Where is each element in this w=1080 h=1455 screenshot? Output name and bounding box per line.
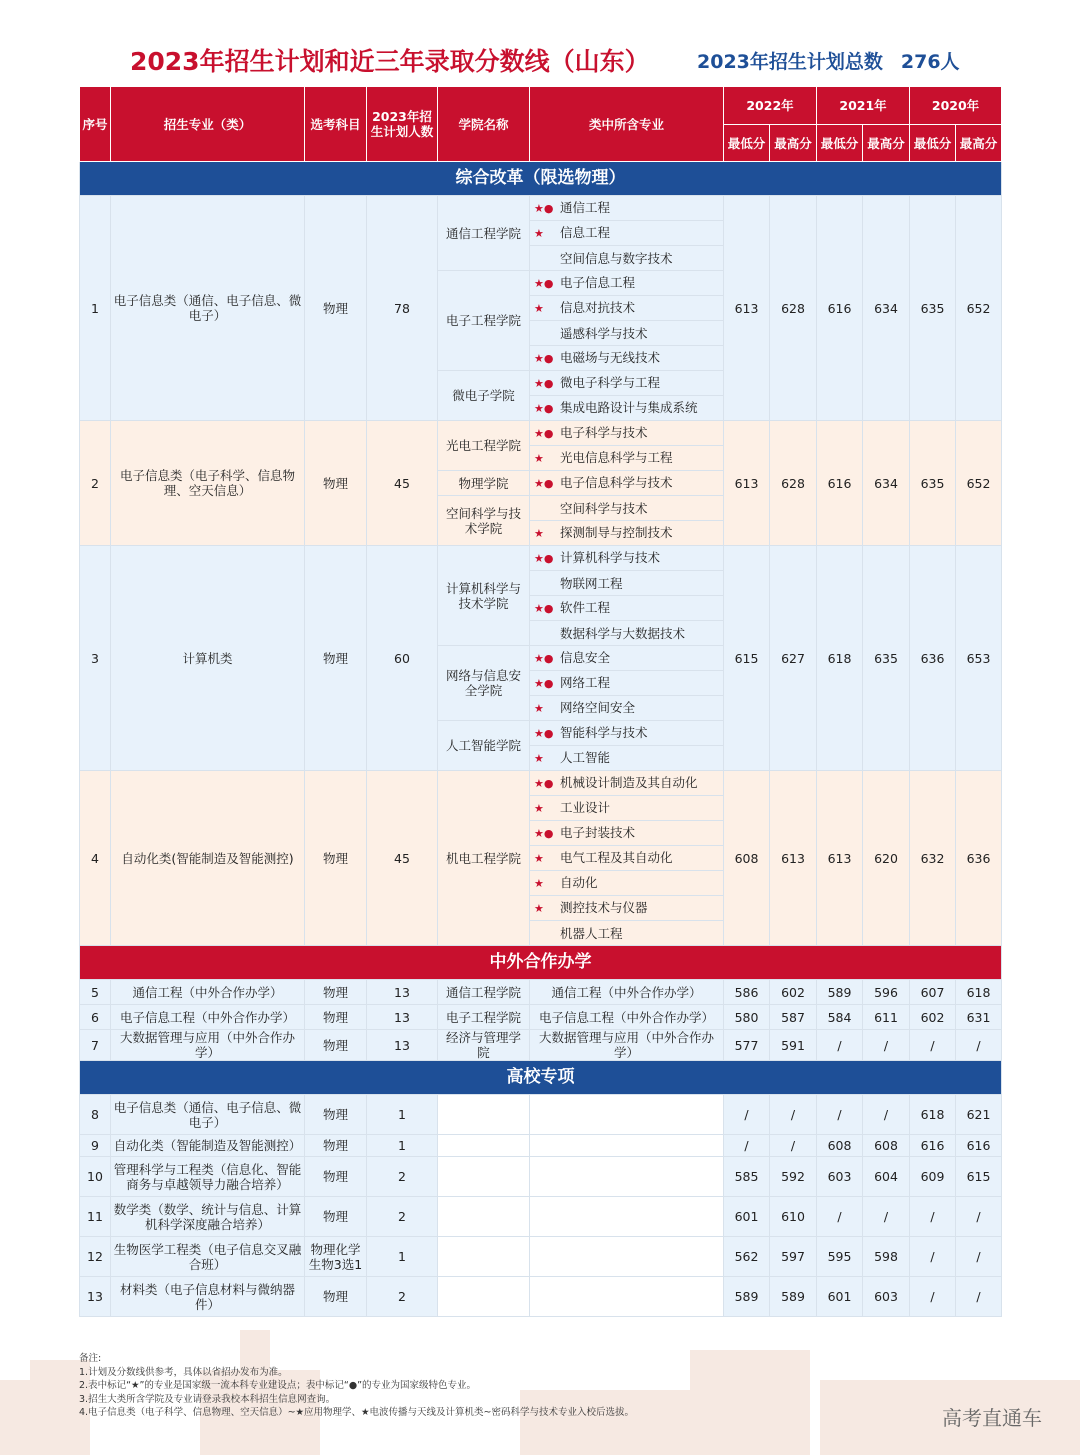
mark-symbols: ★	[534, 302, 544, 315]
cell-major: 数学类（数学、统计与信息、计算机科学深度融合培养）	[111, 1197, 305, 1237]
header-plan: 2023年招生计划人数	[367, 87, 438, 162]
cell-sub-major	[530, 596, 724, 621]
sub-major-name: 通信工程	[560, 200, 611, 215]
cell-seq: 12	[80, 1237, 111, 1277]
cell-sub-major	[530, 346, 724, 371]
cell-sub-major	[530, 521, 724, 546]
header-subject: 选考科目	[305, 87, 367, 162]
table-row	[80, 1005, 1002, 1030]
brand-watermark: 高考直通车	[942, 1406, 1042, 1430]
mark-symbols: ★	[534, 877, 544, 890]
cell-seq: 10	[80, 1157, 111, 1197]
cell-college: 通信工程学院	[438, 980, 530, 1005]
cell-score: 608	[817, 1135, 863, 1157]
mark-symbols: ★	[534, 752, 544, 765]
cell-college	[438, 1095, 530, 1135]
cell-score: 597	[770, 1237, 817, 1277]
cell-major: 计算机类	[111, 546, 305, 771]
cell-plan: 78	[367, 196, 438, 421]
cell-score: 584	[817, 1005, 863, 1030]
cell-sub-major	[530, 821, 724, 846]
cell-score: 652	[956, 421, 1002, 546]
sub-major-name: 电子信息工程	[560, 275, 636, 290]
cell-score: 609	[910, 1157, 956, 1197]
cell-score: /	[817, 1197, 863, 1237]
cell-score: /	[910, 1197, 956, 1237]
sub-major-name: 空间信息与数字技术	[560, 250, 673, 266]
mark-symbols: ★	[534, 802, 544, 815]
note-line: 4.电子信息类（电子科学、信息物理、空天信息）~★应用物理学、★电波传播与天线及计算机类~密码科学与技术专业入校后选拔。	[79, 1407, 635, 1418]
cell-seq: 11	[80, 1197, 111, 1237]
section-title: 中外合作办学	[80, 946, 1002, 980]
cell-major: 电子信息类（电子科学、信息物理、空天信息）	[111, 421, 305, 546]
cell-score: 652	[956, 196, 1002, 421]
cell-score: 618	[817, 546, 863, 771]
cell-sub-major	[530, 571, 724, 596]
cell-score: /	[956, 1197, 1002, 1237]
cell-seq: 2	[80, 421, 111, 546]
cell-college	[438, 1277, 530, 1317]
cell-subject: 物理	[305, 421, 367, 546]
note-line: 1.计划及分数线供参考，具体以省招办发布为准。	[79, 1366, 288, 1378]
cell-score: /	[863, 1030, 910, 1061]
cell-score: 604	[863, 1157, 910, 1197]
mark-symbols: ★●	[534, 827, 554, 840]
mark-symbols: ★	[534, 852, 544, 865]
note-line: 2.表中标记“★”的专业是国家级一流本科专业建设点；表中标记“●”的专业为国家级特色专业。	[79, 1380, 477, 1391]
cell-sub-major	[530, 746, 724, 771]
cell-sub-major	[530, 1237, 724, 1277]
table-row	[80, 1095, 1002, 1135]
header-min: 最低分	[817, 125, 863, 162]
cell-sub-major	[530, 1135, 724, 1157]
cell-major: 电子信息类（通信、电子信息、微电子）	[111, 1095, 305, 1135]
cell-plan: 45	[367, 771, 438, 946]
cell-sub-major	[530, 396, 724, 421]
section-row	[80, 946, 1002, 980]
cell-sub-major	[530, 246, 724, 271]
cell-score: 634	[863, 196, 910, 421]
table-row	[80, 1237, 1002, 1277]
cell-seq: 7	[80, 1030, 111, 1061]
note-line: 备注:	[79, 1353, 102, 1364]
cell-sub-major	[530, 321, 724, 346]
mark-symbols: ★●	[534, 377, 554, 390]
cell-plan: 13	[367, 1005, 438, 1030]
cell-score: 586	[724, 980, 770, 1005]
cell-college: 经济与管理学院	[438, 1030, 530, 1061]
cell-college: 微电子学院	[438, 371, 530, 421]
cell-subject: 物理	[305, 196, 367, 421]
mark-symbols: ★●	[534, 352, 554, 365]
cell-score: /	[910, 1277, 956, 1317]
mark-symbols: ★●	[534, 427, 554, 440]
cell-seq: 8	[80, 1095, 111, 1135]
header-max: 最高分	[770, 125, 817, 162]
cell-score: 610	[770, 1197, 817, 1237]
cell-major: 自动化类（智能制造及智能测控）	[111, 1135, 305, 1157]
header-seq: 序号	[80, 87, 111, 162]
cell-sub-major	[530, 646, 724, 671]
cell-college	[438, 1157, 530, 1197]
table-row	[80, 196, 1002, 221]
section-row	[80, 162, 1002, 196]
cell-college: 物理学院	[438, 471, 530, 496]
cell-score: 592	[770, 1157, 817, 1197]
cell-score: /	[956, 1237, 1002, 1277]
cell-subject: 物理	[305, 1277, 367, 1317]
cell-score: /	[724, 1095, 770, 1135]
cell-major: 电子信息类（通信、电子信息、微电子）	[111, 196, 305, 421]
cell-score: 616	[956, 1135, 1002, 1157]
cell-seq: 5	[80, 980, 111, 1005]
cell-score: 608	[863, 1135, 910, 1157]
cell-major: 生物医学工程类（电子信息交叉融合班）	[111, 1237, 305, 1277]
cell-score: 632	[910, 771, 956, 946]
cell-major: 大数据管理与应用（中外合作办学）	[111, 1030, 305, 1061]
cell-seq: 9	[80, 1135, 111, 1157]
cell-plan: 1	[367, 1095, 438, 1135]
cell-sub-major	[530, 871, 724, 896]
sub-major-name: 信息工程	[560, 225, 611, 240]
sub-major-name: 机械设计制造及其自动化	[560, 775, 698, 790]
cell-score: 577	[724, 1030, 770, 1061]
cell-sub-major	[530, 1095, 724, 1135]
cell-score: 635	[863, 546, 910, 771]
cell-plan: 2	[367, 1157, 438, 1197]
cell-score: 611	[863, 1005, 910, 1030]
mark-symbols: ★●	[534, 202, 554, 215]
cell-score: 635	[910, 421, 956, 546]
cell-score: 603	[863, 1277, 910, 1317]
cell-score: 603	[817, 1157, 863, 1197]
cell-sub-major	[530, 371, 724, 396]
cell-subject: 物理	[305, 771, 367, 946]
sub-major-name: 电子科学与技术	[560, 425, 648, 440]
mark-symbols: ★●	[534, 727, 554, 740]
note-line: 3.招生大类所含学院及专业请登录我校本科招生信息网查询。	[79, 1393, 336, 1405]
cell-college: 电子工程学院	[438, 1005, 530, 1030]
cell-score: /	[863, 1095, 910, 1135]
cell-score: 634	[863, 421, 910, 546]
cell-score: 601	[724, 1197, 770, 1237]
sub-major-name: 空间科学与技术	[560, 500, 648, 516]
admission-table	[79, 86, 1002, 1317]
table-row	[80, 1197, 1002, 1237]
cell-subject: 物理	[305, 1135, 367, 1157]
cell-sub-major	[530, 196, 724, 221]
cell-sub-major	[530, 1277, 724, 1317]
cell-sub-major	[530, 846, 724, 871]
cell-score: 631	[956, 1005, 1002, 1030]
cell-college: 通信工程学院	[438, 196, 530, 271]
cell-seq: 4	[80, 771, 111, 946]
cell-subject: 物理	[305, 1030, 367, 1061]
mark-symbols: ★●	[534, 277, 554, 290]
cell-plan: 60	[367, 546, 438, 771]
cell-score: 613	[817, 771, 863, 946]
cell-major: 管理科学与工程类（信息化、智能商务与卓越领导力融合培养）	[111, 1157, 305, 1197]
cell-sub-major	[530, 721, 724, 746]
cell-sub-major: 通信工程（中外合作办学）	[530, 980, 724, 1005]
mark-symbols: ★●	[534, 552, 554, 565]
cell-score: 615	[724, 546, 770, 771]
cell-score: 595	[817, 1237, 863, 1277]
section-title: 综合改革（限选物理）	[80, 162, 1002, 196]
cell-sub-major	[530, 696, 724, 721]
cell-subject: 物理化学生物3选1	[305, 1237, 367, 1277]
mark-symbols: ★	[534, 527, 544, 540]
header-max: 最高分	[863, 125, 910, 162]
cell-score: 607	[910, 980, 956, 1005]
sub-major-name: 电子信息科学与技术	[560, 475, 673, 490]
table-row	[80, 771, 1002, 796]
cell-subject: 物理	[305, 1197, 367, 1237]
mark-symbols: ★	[534, 902, 544, 915]
cell-score: 601	[817, 1277, 863, 1317]
cell-plan: 13	[367, 980, 438, 1005]
sub-major-name: 光电信息科学与工程	[560, 450, 673, 465]
section-title: 高校专项	[80, 1061, 1002, 1095]
cell-score: 589	[817, 980, 863, 1005]
header-2020: 2020年	[910, 87, 1002, 125]
cell-college: 人工智能学院	[438, 721, 530, 771]
cell-college	[438, 1197, 530, 1237]
cell-major: 材料类（电子信息材料与微纳器件）	[111, 1277, 305, 1317]
cell-sub-major: 大数据管理与应用（中外合作办学）	[530, 1030, 724, 1061]
cell-sub-major	[530, 896, 724, 921]
cell-score: 636	[910, 546, 956, 771]
cell-sub-major	[530, 221, 724, 246]
cell-major: 电子信息工程（中外合作办学）	[111, 1005, 305, 1030]
cell-score: 616	[817, 196, 863, 421]
sub-major-name: 网络工程	[560, 675, 611, 690]
cell-subject: 物理	[305, 980, 367, 1005]
cell-sub-major	[530, 1197, 724, 1237]
cell-score: /	[956, 1030, 1002, 1061]
cell-major: 自动化类(智能制造及智能测控)	[111, 771, 305, 946]
cell-seq: 6	[80, 1005, 111, 1030]
mark-symbols: ★	[534, 227, 544, 240]
mark-symbols: ★●	[534, 777, 554, 790]
cell-score: 621	[956, 1095, 1002, 1135]
cell-college: 机电工程学院	[438, 771, 530, 946]
sub-major-name: 软件工程	[560, 600, 611, 615]
total-plan-label: 2023年招生计划总数	[697, 51, 883, 73]
mark-symbols: ★●	[534, 677, 554, 690]
section-row	[80, 1061, 1002, 1095]
cell-sub-major	[530, 621, 724, 646]
cell-score: 596	[863, 980, 910, 1005]
cell-sub-major	[530, 446, 724, 471]
sub-major-name: 数据科学与大数据技术	[560, 625, 686, 641]
cell-score: 636	[956, 771, 1002, 946]
cell-plan: 1	[367, 1135, 438, 1157]
cell-score: 616	[910, 1135, 956, 1157]
cell-score: 602	[910, 1005, 956, 1030]
cell-score: 591	[770, 1030, 817, 1061]
cell-college	[438, 1135, 530, 1157]
cell-score: /	[956, 1277, 1002, 1317]
cell-score: /	[863, 1197, 910, 1237]
cell-college	[438, 1237, 530, 1277]
cell-sub-major	[530, 271, 724, 296]
table-row	[80, 1277, 1002, 1317]
cell-score: 613	[724, 421, 770, 546]
cell-score: /	[817, 1030, 863, 1061]
cell-sub-major	[530, 771, 724, 796]
mark-symbols: ★●	[534, 402, 554, 415]
cell-college: 空间科学与技术学院	[438, 496, 530, 546]
cell-sub-major: 电子信息工程（中外合作办学）	[530, 1005, 724, 1030]
cell-score: 635	[910, 196, 956, 421]
sub-major-name: 工业设计	[560, 800, 611, 815]
cell-plan: 2	[367, 1197, 438, 1237]
cell-score: 628	[770, 196, 817, 421]
sub-major-name: 机器人工程	[560, 925, 623, 941]
sub-major-name: 信息对抗技术	[560, 300, 636, 315]
sub-major-name: 遥感科学与技术	[560, 325, 648, 341]
cell-sub-major	[530, 546, 724, 571]
sub-major-name: 智能科学与技术	[560, 725, 648, 740]
table-row	[80, 421, 1002, 446]
header-min: 最低分	[910, 125, 956, 162]
sub-major-name: 电子封装技术	[560, 825, 636, 840]
sub-major-name: 电磁场与无线技术	[560, 350, 661, 365]
cell-college: 计算机科学与技术学院	[438, 546, 530, 646]
cell-score: 653	[956, 546, 1002, 771]
total-plan	[697, 47, 960, 74]
cell-score: 602	[770, 980, 817, 1005]
cell-major: 通信工程（中外合作办学）	[111, 980, 305, 1005]
cell-score: /	[910, 1030, 956, 1061]
cell-plan: 45	[367, 421, 438, 546]
cell-sub-major	[530, 671, 724, 696]
header-min: 最低分	[724, 125, 770, 162]
cell-score: 620	[863, 771, 910, 946]
sub-major-name: 信息安全	[560, 650, 611, 665]
cell-score: 585	[724, 1157, 770, 1197]
table-row	[80, 980, 1002, 1005]
cell-subject: 物理	[305, 1095, 367, 1135]
header-max: 最高分	[956, 125, 1002, 162]
header-major: 招生专业（类）	[111, 87, 305, 162]
cell-score: 627	[770, 546, 817, 771]
cell-college: 光电工程学院	[438, 421, 530, 471]
cell-score: 587	[770, 1005, 817, 1030]
cell-subject: 物理	[305, 1005, 367, 1030]
mark-symbols: ★●	[534, 652, 554, 665]
mark-symbols: ★●	[534, 602, 554, 615]
page-title: 2023年招生计划和近三年录取分数线（山东）	[130, 47, 650, 76]
cell-score: 608	[724, 771, 770, 946]
table-row	[80, 1030, 1002, 1061]
sub-major-name: 物联网工程	[560, 575, 623, 591]
cell-plan: 13	[367, 1030, 438, 1061]
cell-seq: 13	[80, 1277, 111, 1317]
sub-major-name: 人工智能	[560, 750, 611, 765]
cell-score: 562	[724, 1237, 770, 1277]
cell-score: 615	[956, 1157, 1002, 1197]
cell-score: 628	[770, 421, 817, 546]
cell-score: 616	[817, 421, 863, 546]
cell-plan: 2	[367, 1277, 438, 1317]
sub-major-name: 计算机科学与技术	[560, 550, 661, 565]
cell-subject: 物理	[305, 546, 367, 771]
cell-score: 618	[910, 1095, 956, 1135]
mark-symbols: ★●	[534, 477, 554, 490]
footnotes	[79, 1352, 779, 1420]
mark-symbols: ★	[534, 452, 544, 465]
header-2021: 2021年	[817, 87, 910, 125]
cell-subject: 物理	[305, 1157, 367, 1197]
cell-seq: 1	[80, 196, 111, 421]
cell-college: 网络与信息安全学院	[438, 646, 530, 721]
cell-score: 618	[956, 980, 1002, 1005]
sub-major-name: 测控技术与仪器	[560, 900, 648, 915]
table-row	[80, 1135, 1002, 1157]
cell-score: /	[910, 1237, 956, 1277]
cell-plan: 1	[367, 1237, 438, 1277]
cell-score: 613	[724, 196, 770, 421]
cell-score: /	[817, 1095, 863, 1135]
sub-major-name: 网络空间安全	[560, 700, 636, 715]
cell-score: 613	[770, 771, 817, 946]
table-row	[80, 1157, 1002, 1197]
sub-major-name: 微电子科学与工程	[560, 375, 661, 390]
cell-sub-major	[530, 471, 724, 496]
cell-score: 580	[724, 1005, 770, 1030]
sub-major-name: 电气工程及其自动化	[560, 850, 673, 865]
cell-score: /	[770, 1095, 817, 1135]
header-sub-major: 类中所含专业	[530, 87, 724, 162]
table-body	[80, 162, 1002, 1317]
cell-score: 589	[724, 1277, 770, 1317]
cell-seq: 3	[80, 546, 111, 771]
sub-major-name: 自动化	[560, 875, 598, 890]
cell-college: 电子工程学院	[438, 271, 530, 371]
cell-score: /	[724, 1135, 770, 1157]
cell-score: 598	[863, 1237, 910, 1277]
cell-score: 589	[770, 1277, 817, 1317]
cell-sub-major	[530, 796, 724, 821]
cell-sub-major	[530, 496, 724, 521]
cell-sub-major	[530, 296, 724, 321]
mark-symbols: ★	[534, 702, 544, 715]
cell-sub-major	[530, 1157, 724, 1197]
header-2022: 2022年	[724, 87, 817, 125]
cell-score: /	[770, 1135, 817, 1157]
sub-major-name: 探测制导与控制技术	[560, 525, 673, 540]
sub-major-name: 集成电路设计与集成系统	[560, 400, 698, 415]
cell-sub-major	[530, 921, 724, 946]
table-row	[80, 546, 1002, 571]
header-college: 学院名称	[438, 87, 530, 162]
total-plan-value: 276人	[900, 51, 960, 73]
cell-sub-major	[530, 421, 724, 446]
